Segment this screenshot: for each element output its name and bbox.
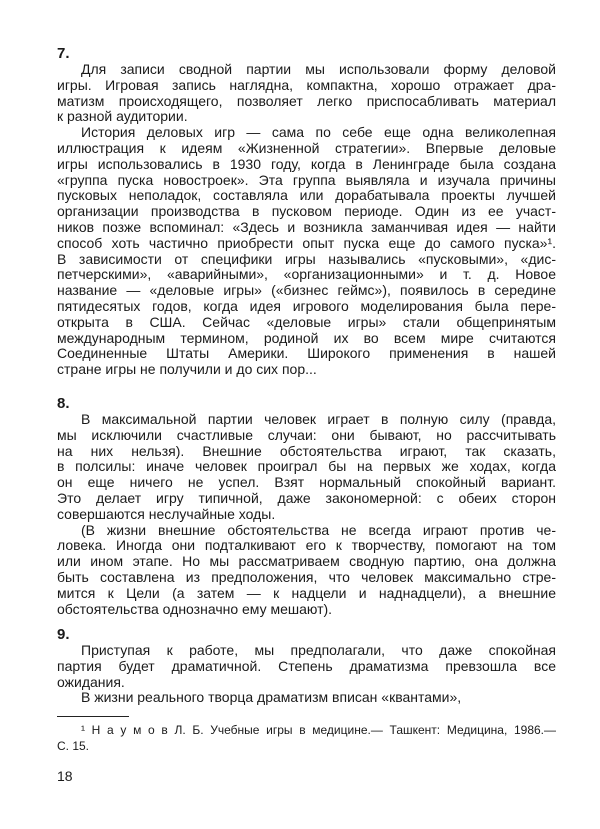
text-line: ожидания.: [57, 674, 125, 690]
footnote-line: ¹ Н а у м о в Л. Б. Учебные игры в медицине.— Ташкент: Медицина, 1986.—: [81, 723, 556, 737]
text-line: партия будет драматичной. Степень драматизма превзошла все: [57, 658, 556, 674]
text-line: В жизни реального творца драматизм вписан «квантами»,: [81, 690, 462, 706]
paragraph: [57, 643, 556, 690]
text-line: петчерскими», «аварийными», «организационными» и т. д. Новое: [57, 267, 556, 283]
section-number: 7.: [57, 45, 70, 62]
section-9: [57, 627, 556, 706]
section-number: 8.: [57, 395, 70, 412]
text-line: мится к Цели (а затем — к надцели и наднадцели), а внешние: [57, 585, 556, 601]
text-line: ловека. Иногда они подталкивают его к творчеству, помогают на том: [57, 538, 556, 554]
text-line: к разной аудитории.: [57, 109, 188, 125]
paragraph: [57, 125, 556, 378]
paragraph: [57, 523, 556, 618]
paragraph: [57, 690, 556, 706]
text-line: «группа пуска новостроек». Эта группа выявляла и изучала причины: [57, 172, 556, 188]
text-line: ников позже вспоминал: «Здесь и возникла заманчивая идея — найти: [57, 219, 556, 235]
text-line: Для записи сводной партии мы использовали форму деловой: [81, 62, 556, 77]
text-line: Это делает игру типичной, даже закономерной: с обеих сторон: [57, 490, 556, 506]
footnote-line: С. 15.: [57, 739, 90, 753]
text-line: он еще ничего не успел. Взят нормальный спокойный вариант.: [57, 475, 556, 491]
footnote-divider: [57, 716, 129, 717]
text-line: матизм происходящего, позволяет легко приспосабливать материал: [57, 93, 556, 109]
text-line: игры использовались в 1930 году, когда в Ленинграде была создана: [57, 156, 556, 172]
text-line: Соединенные Штаты Америки. Широкого применения в нашей: [57, 346, 556, 362]
page-number: 18: [57, 768, 73, 784]
text-line: (В жизни внешние обстоятельства не всегда играют против че-: [81, 522, 556, 538]
text-line: международным термином, родиной их во всем мире считаются: [57, 330, 556, 346]
text-line: способ хоть частично приобрести опыт пуска еще до самого пуска»¹.: [57, 235, 556, 251]
text-line: игры. Игровая запись наглядна, компактна, хорошо отражает дра-: [57, 77, 556, 93]
text-line: В максимальной партии человек играет в полную силу (правда,: [81, 412, 556, 427]
text-line: совершаются неслучайные ходы.: [57, 506, 276, 522]
section-8: [57, 396, 556, 617]
text-line: обстоятельства однозначно ему мешают).: [57, 601, 333, 617]
paragraph: [57, 412, 556, 523]
text-line: или ином этапе. Но мы рассматриваем сводную партию, она должна: [57, 554, 556, 570]
paragraph: [57, 62, 556, 125]
footnote: [57, 722, 556, 754]
section-number: 9.: [57, 626, 70, 643]
text-line: История деловых игр — сама по себе еще одна великолепная: [81, 125, 556, 141]
text-line: мы исключили счастливые случаи: они бывают, но рассчитывать: [57, 427, 556, 443]
text-line: Приступая к работе, мы предполагали, что даже спокойная: [81, 643, 556, 658]
text-line: на них нельзя). Внешние обстоятельства играют, так сказать,: [57, 443, 556, 459]
text-line: название — «деловые игры» («бизнес геймс»), появилось в середине: [57, 283, 556, 299]
text-line: быть составлена из предположения, что человек максимально стре-: [57, 569, 556, 585]
text-line: иллюстрация к идеям «Жизненной стратегии». Впервые деловые: [57, 140, 556, 156]
text-line: в полсилы: иначе человек проиграл бы на первых же ходах, когда: [57, 459, 556, 475]
section-7: [57, 46, 556, 378]
text-line: открыта в США. Сейчас «деловые игры» стали общепринятым: [57, 314, 556, 330]
text-line: В зависимости от специфики игры назывались «пусковыми», «дис-: [57, 251, 556, 267]
text-line: пятидесятых годов, когда идея игрового моделирования была пере-: [57, 298, 556, 314]
text-line: стране игры не получили и до сих пор...: [57, 362, 317, 378]
text-line: организации производства в пусковом периоде. Один из ее участ-: [57, 204, 556, 220]
text-line: пусковых неполадок, составляла или дорабатывала проекты лучшей: [57, 188, 556, 204]
